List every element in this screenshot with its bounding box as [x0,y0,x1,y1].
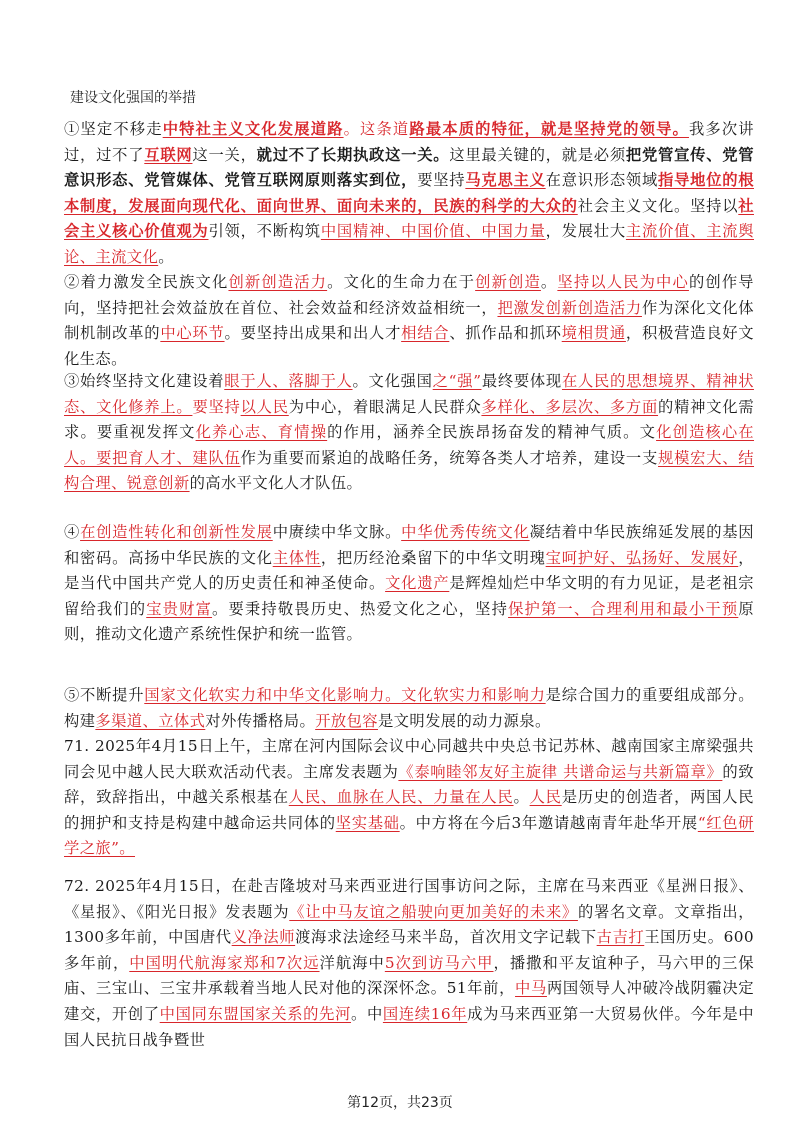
body-text: 。文化的生命力在于 [327,273,476,291]
body-text: 凝结着中华民族绵延发展的基因和密码。高扬中华民族的文化 [64,523,754,567]
emphasized-text: 义净法师 [231,928,296,947]
emphasized-text: 国连续16年 [382,1004,468,1023]
body-text: 71. 2025年4月15日上午，主席在河内国际会议中心同越共中央总书记苏林、越南国家主席梁强共同会见中越人民大联欢活动代表。主席发表题为 [64,737,754,781]
emphasized-text: 以人民 [240,397,289,416]
emphasized-text: 开放包容 [315,711,378,730]
emphasized-text: 创新创造 [475,273,541,291]
emphasized-text: 保护第一、合理利用和最小干预 [508,599,739,618]
paragraph-cultural-heritage [64,520,754,648]
paragraph-item-71 [64,734,754,862]
emphasized-text: 把激发创新创造活力 [497,298,642,317]
emphasized-text: 主流价值、主流舆论、主流文化 [64,222,754,266]
emphasized-text: 《让中马友谊之船驶向更加美好的未来》 [289,902,578,921]
emphasized-text: 化养心志、育情操 [195,423,328,442]
body-text: ①坚定不移走 [64,120,163,138]
body-text: 的创作导向，坚持把社会效益放在首位、社会效益和经济效益相统一， [64,273,754,317]
emphasized-text: 中特社主义文化发展道路 [162,120,344,138]
body-text: ，积极营造良好文化生态。 [64,324,754,368]
paragraph-people-centered [64,369,754,497]
body-text: 渡海求法途经马来半岛，首次用文字记载下 [295,928,597,947]
emphasized-text: 5次到访马六甲 [384,953,494,972]
body-text: 社会主义文化。坚持以 [577,196,739,215]
body-text: 的署名文章。文章指出，1300多年前，中国唐代 [64,902,755,947]
body-text: 的精神文化需求。要重视发挥文 [64,397,755,442]
body-text: ，是当代中国共产党人的历史责任和神圣使命。 [64,548,754,593]
emphasized-text: 路最本质的特征，就是坚持党的领导。 [409,120,689,138]
emphasized-text: ，发展面向现代化、面向世界、面向未来的， [112,196,434,215]
body-text: 成为马来西亚第一大贸易伙伴。今年是中国人民抗日战争暨世 [64,1004,754,1049]
emphasized-text: 中国明代航海家郑和7次远 [129,953,320,972]
emphasized-text: 中国同东盟国家关系的先河 [159,1004,352,1023]
emphasized-text: 境相贯通 [561,324,626,343]
body-text: 要坚持 [417,171,466,190]
body-text: ③始终坚持文化建设着 [64,372,225,390]
body-text: 这里最关键的，就是必须 [449,145,626,164]
body-text: 是文明发展的动力源泉。 [377,711,551,730]
body-text: 。文化强国 [352,372,433,390]
emphasized-text: 《泰响睦邻友好主旋律 共谱命运与共新篇章》 [398,762,723,781]
section-heading: 建设文化强国的举措 [70,90,196,106]
emphasized-text: 中心环节 [160,324,225,343]
page-number-footer: 第12页，共23页 [347,1095,453,1111]
body-text: 我多次讲过，过不了 [64,120,755,164]
body-text: ⑤不断提升 [64,686,145,704]
emphasized-text: 人民 [529,788,562,807]
emphasized-text: 之“强” [432,372,482,390]
body-text: 。 [158,247,174,266]
body-text: 为中心，着眼满足人民群众 [288,397,482,416]
emphasized-text: 宝呵护好、弘扬好、发展好 [545,548,739,567]
emphasized-text: 坚持以人民为中心 [557,273,689,291]
emphasized-text: 。这条道 [343,120,410,138]
body-text: 是综合国力的重要组成部分。构建 [64,686,754,730]
emphasized-text: 文化遗产 [385,574,450,593]
body-text: 原则，推动文化遗产系统性保护和统一监管。 [64,599,755,644]
emphasized-text: 国家文化软实力和中华文化影响力。文化软实力和影响力 [144,686,546,704]
emphasized-text: 就过不了长期执政这一关。 [256,145,450,164]
paragraph-soft-power [64,683,754,734]
body-text: 对外传播格局。 [205,711,316,730]
emphasized-text: 社会主义核心价值观为 [64,196,754,241]
body-text: 的致辞，致辞指出，中越关系根基在 [64,762,754,807]
emphasized-text: 古吉打 [596,928,645,947]
emphasized-text: 多渠道、立体式 [95,711,206,730]
emphasized-text: 中国精神、中国价值、中国力量 [320,222,546,241]
emphasized-text: 在创造性转化和创新性发展 [80,523,273,541]
emphasized-text: 多样化、多层次、多方面 [481,397,659,416]
emphasized-text: 宝贵财富 [146,599,213,618]
body-text: 的高水平文化人才队伍。 [189,474,363,493]
body-text: 。要坚持出成果和出人才 [224,324,402,343]
emphasized-text: 化创造核心在人。要把育人才、建队伍 [64,423,755,467]
body-text: 最终要体现 [481,372,562,390]
body-text: 。中方将在今后3年邀请越南青年赴华开展 [399,813,698,832]
body-text: 。中 [351,1004,383,1023]
body-text: 在意识形态领域 [545,171,659,190]
body-text: 王国历史。600多年前， [64,928,754,972]
emphasized-text: 规模宏大、结构合理、锐意创新 [64,448,755,493]
paragraph-creative-vitality [64,270,754,372]
emphasized-text: 指导地位的根本制度 [64,171,754,215]
body-text: ，播撒和平友谊种子，马六甲的三保庙、三宝山、三宝井承载着当地人民对他的深深怀念。51年前， [64,953,754,998]
body-text: 72. 2025年4月15日，在赴吉隆坡对马来西亚进行国事访问之际，主席在马来西亚《星洲日报》、《星报》、《阳光日报》发表题为 [64,877,754,921]
body-text: 作为重要而紧迫的战略任务，统筹各类人才培养，建设一支 [240,448,659,467]
emphasized-text: 要坚持 [192,397,241,416]
emphasized-text: 主体性 [272,548,321,567]
body-text: 、抓作品和抓环 [449,324,562,343]
emphasized-text: “红色研学之旅”。 [64,813,754,858]
body-text: 中赓续中华文脉。 [272,523,402,541]
body-text: 的作用，涵养全民族昂扬奋发的精神气质。文 [327,423,657,442]
body-text: ，发展壮大 [545,222,626,241]
emphasized-text: 互联网 [144,145,193,164]
body-text: 两国领导人冲破冷战阴霾决定建交，开创了 [64,979,754,1023]
body-text: ，把历经沧桑留下的中华文明瑰 [320,548,546,567]
emphasized-text: 把党管宣传、党管意识形态、党管媒体、党管互联网原则落实到位， [64,145,754,190]
body-text: 作为深化文化体制机制改革的 [64,298,754,343]
body-text: 引领，不断构筑 [208,222,321,241]
emphasized-text: 坚实基础 [335,813,400,832]
body-text: ②着力激发全民族文化 [64,273,229,291]
body-text: 。要秉持敬畏历史、热爱文化之心，坚持 [212,599,509,618]
emphasized-text: 相结合 [401,324,450,343]
body-text: 洋航海中 [319,953,385,972]
paragraph-item-72 [64,874,754,1053]
emphasized-text: 民族的科学的大众的 [433,196,578,215]
body-text: 。 [540,273,558,291]
body-text: 。 [513,788,530,807]
emphasized-text: 眼于人、落脚于人 [224,372,353,390]
emphasized-text: 中马 [515,979,547,998]
body-text: 这一关， [192,145,257,164]
emphasized-text: 中华优秀传统文化 [401,523,530,541]
body-text: 是历史的创造者，两国人民的拥护和支持是构建中越命运共同体的 [64,788,754,832]
emphasized-text: 马克思主义 [465,171,546,190]
emphasized-text: 在人民的思想境界、精神状态、文化修养上。 [64,372,754,416]
emphasized-text: 创新创造活力 [228,273,328,291]
paragraph-cultural-path [64,117,754,271]
body-text: 是辉煌灿烂中华文明的有力见证，是老祖宗留给我们的 [64,574,754,618]
emphasized-text: 人民、血脉在人民、力量在人民 [288,788,514,807]
body-text: ④ [64,523,81,541]
